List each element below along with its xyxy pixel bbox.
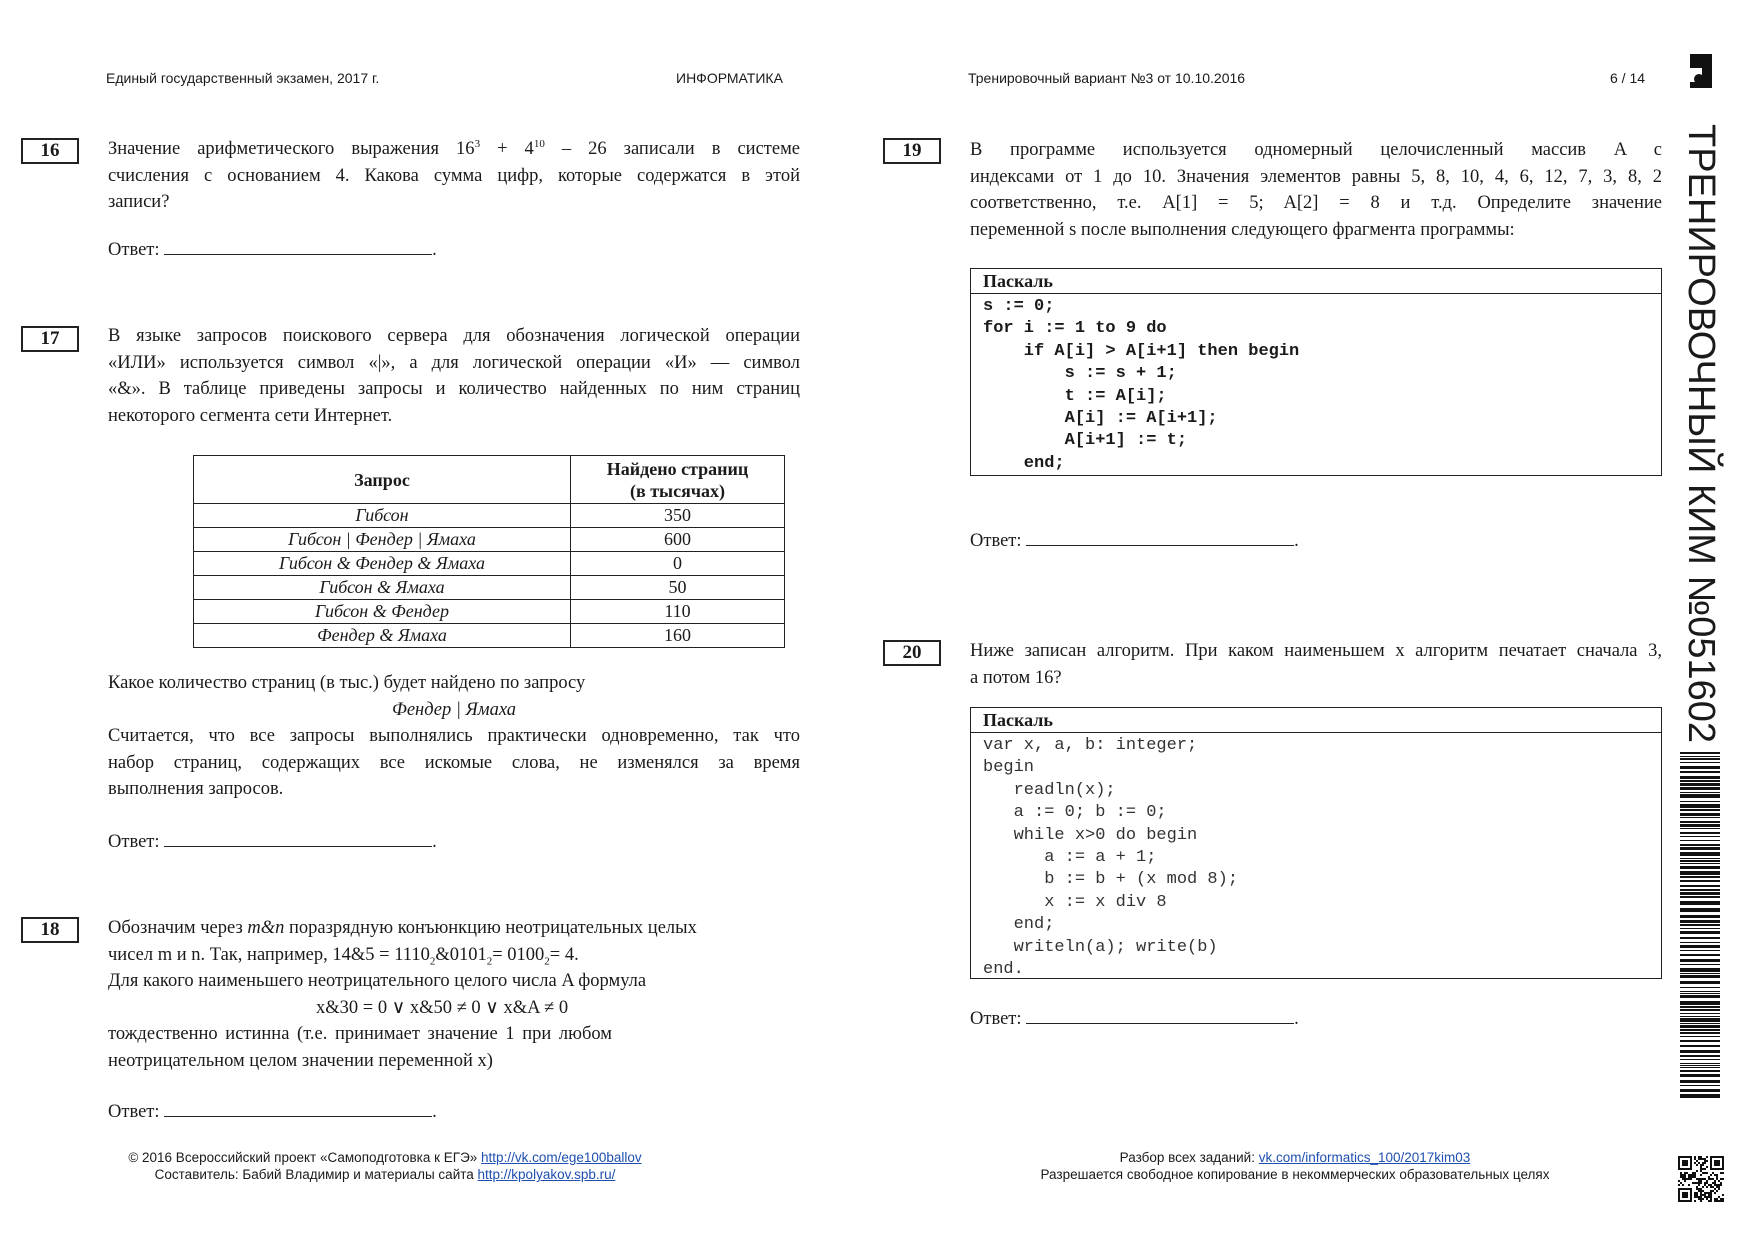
task-18-answer-field[interactable] (164, 1100, 432, 1117)
side-kim-label: ТРЕНИРОВОЧНЫЙ КИМ №051602 (1680, 124, 1722, 744)
footer-analysis-link[interactable]: vk.com/informatics_100/2017kim03 (1258, 1150, 1471, 1165)
task-20-program (970, 707, 1662, 979)
header-page-number: 6 / 14 (1610, 70, 1646, 86)
task-19-answer-field[interactable] (1026, 529, 1294, 546)
task-20-text: Ниже записан алгоритм. При каком наименьшем x алгоритм печатает сначала 3, а потом 16? (970, 641, 1662, 688)
task-19-program (970, 268, 1662, 476)
task-18-formula: x&30 = 0 ∨ x&50 ≠ 0 ∨ x&A ≠ 0 (316, 997, 569, 1018)
task-19-answer: Ответ: . (970, 531, 1299, 551)
task-20-answer: Ответ: . (970, 1009, 1299, 1029)
table-header-query: Запрос (194, 456, 571, 504)
task-20-language: Паскаль (971, 708, 1661, 733)
table-row: Гибсон & Ямаха 50 (194, 576, 785, 600)
table-row: Гибсон | Фендер | Ямаха 600 (194, 528, 785, 552)
task-20-code: var x, a, b: integer; begin readln(x); a := 0; b := 0; while x>0 do begin a := a + 1; b := b + (x mod 8); x := x div 8 end; writeln(a); write(b) end. (983, 736, 1239, 980)
table-row: Фендер & Ямаха 160 (194, 624, 785, 648)
task-19-number: 19 (883, 138, 941, 164)
task-16-answer: Ответ: . (108, 240, 437, 260)
table-header-pages: Найдено страниц (в тысячах) (571, 456, 785, 504)
task-17-text: В языке запросов поискового сервера для обозначения логической операции «ИЛИ» используется символ «|», а для логической операции «И» — символ «&». В таблице приведены запросы и количество найденных по ним страниц некоторого сегмента сети Интернет. (108, 326, 800, 426)
footer-polyakov-link[interactable]: http://kpolyakov.spb.ru/ (477, 1167, 616, 1182)
table-row: Гибсон 350 (194, 504, 785, 528)
header-subject: ИНФОРМАТИКА (676, 70, 783, 86)
footer-left: © 2016 Всероссийский проект «Самоподготовка к ЕГЭ» http://vk.com/ege100ballov Составитель: Бабий Владимир и материалы сайта http://kpolyakov.spb.ru/ (128, 1150, 642, 1182)
footer-vk-link[interactable]: http://vk.com/ege100ballov (481, 1150, 642, 1165)
task-18-text: Обозначим через m&n поразрядную конъюнкцию неотрицательных целых чисел m и n. Так, например, 14&5 = $1110_2\&0101_2= 0100_2= 4$. Для какого наименьшего неотрицательного целого числа A формула x&30 = 0 ∨ x&50 ≠ 0 ∨ x&A ≠ 0 тождественно истинна (т.е. принимает значение 1 при любом неотрицательном целом значении переменной x) (108, 915, 800, 1074)
task-20-number: 20 (883, 640, 941, 666)
task-17-answer-field[interactable] (164, 830, 432, 847)
task-16-number: 16 (21, 138, 79, 164)
table-row: Гибсон & Фендер & Ямаха 0 (194, 552, 785, 576)
task-17-query-table (193, 455, 785, 648)
task-17-question: Какое количество страниц (в тыс.) будет найдено по запросу Фендер | Ямаха Считается, что все запросы выполнялись практически одновременно, так что набор страниц, содержащих все искомые слова, не изменялся за время выполнения запросов. (108, 673, 800, 799)
task-18-answer: Ответ: . (108, 1102, 437, 1122)
task-17-number: 17 (21, 326, 79, 352)
header-variant: Тренировочный вариант №3 от 10.10.2016 (968, 70, 1246, 86)
table-row: Гибсон & Фендер 110 (194, 600, 785, 624)
qr-code-icon (1678, 1156, 1724, 1202)
barcode-icon (1680, 752, 1720, 1100)
task-17-answer: Ответ: . (108, 832, 437, 852)
corner-mark-icon (1690, 54, 1712, 88)
task-19-text: В программе используется одномерный целочисленный массив A с индексами от 1 до 10. Значения элементов равны 5, 8, 10, 4, 6, 12, 7, 3, 8, 2 соответственно, т.е. A[1] = 5; A[2] = 8 и т.д. Определите значение переменной s после выполнения следующего фрагмента программы: (970, 140, 1662, 240)
task-18-number: 18 (21, 917, 79, 943)
task-20-answer-field[interactable] (1026, 1007, 1294, 1024)
task-17-query: Фендер | Ямаха (391, 699, 517, 720)
task-16-answer-field[interactable] (164, 238, 432, 255)
footer-right: Разбор всех заданий: vk.com/informatics_100/2017kim03 Разрешается свободное копирование в некоммерческих образовательных целях (1040, 1150, 1550, 1182)
task-16-text: Значение арифметического выражения $16^3 + 4^{10} - 26$ записали в системе счисления с основанием 4. Какова сумма цифр, которые содержатся в этой записи? (108, 137, 801, 212)
task-19-language: Паскаль (971, 269, 1661, 294)
task-19-code: s := 0; for i := 1 to 9 do if A[i] > A[i+1] then begin s := s + 1; t := A[i]; A[i] := A[i+1]; A[i+1] := t; end; (983, 297, 1300, 473)
header-exam-title: Единый государственный экзамен, 2017 г. (106, 70, 380, 86)
